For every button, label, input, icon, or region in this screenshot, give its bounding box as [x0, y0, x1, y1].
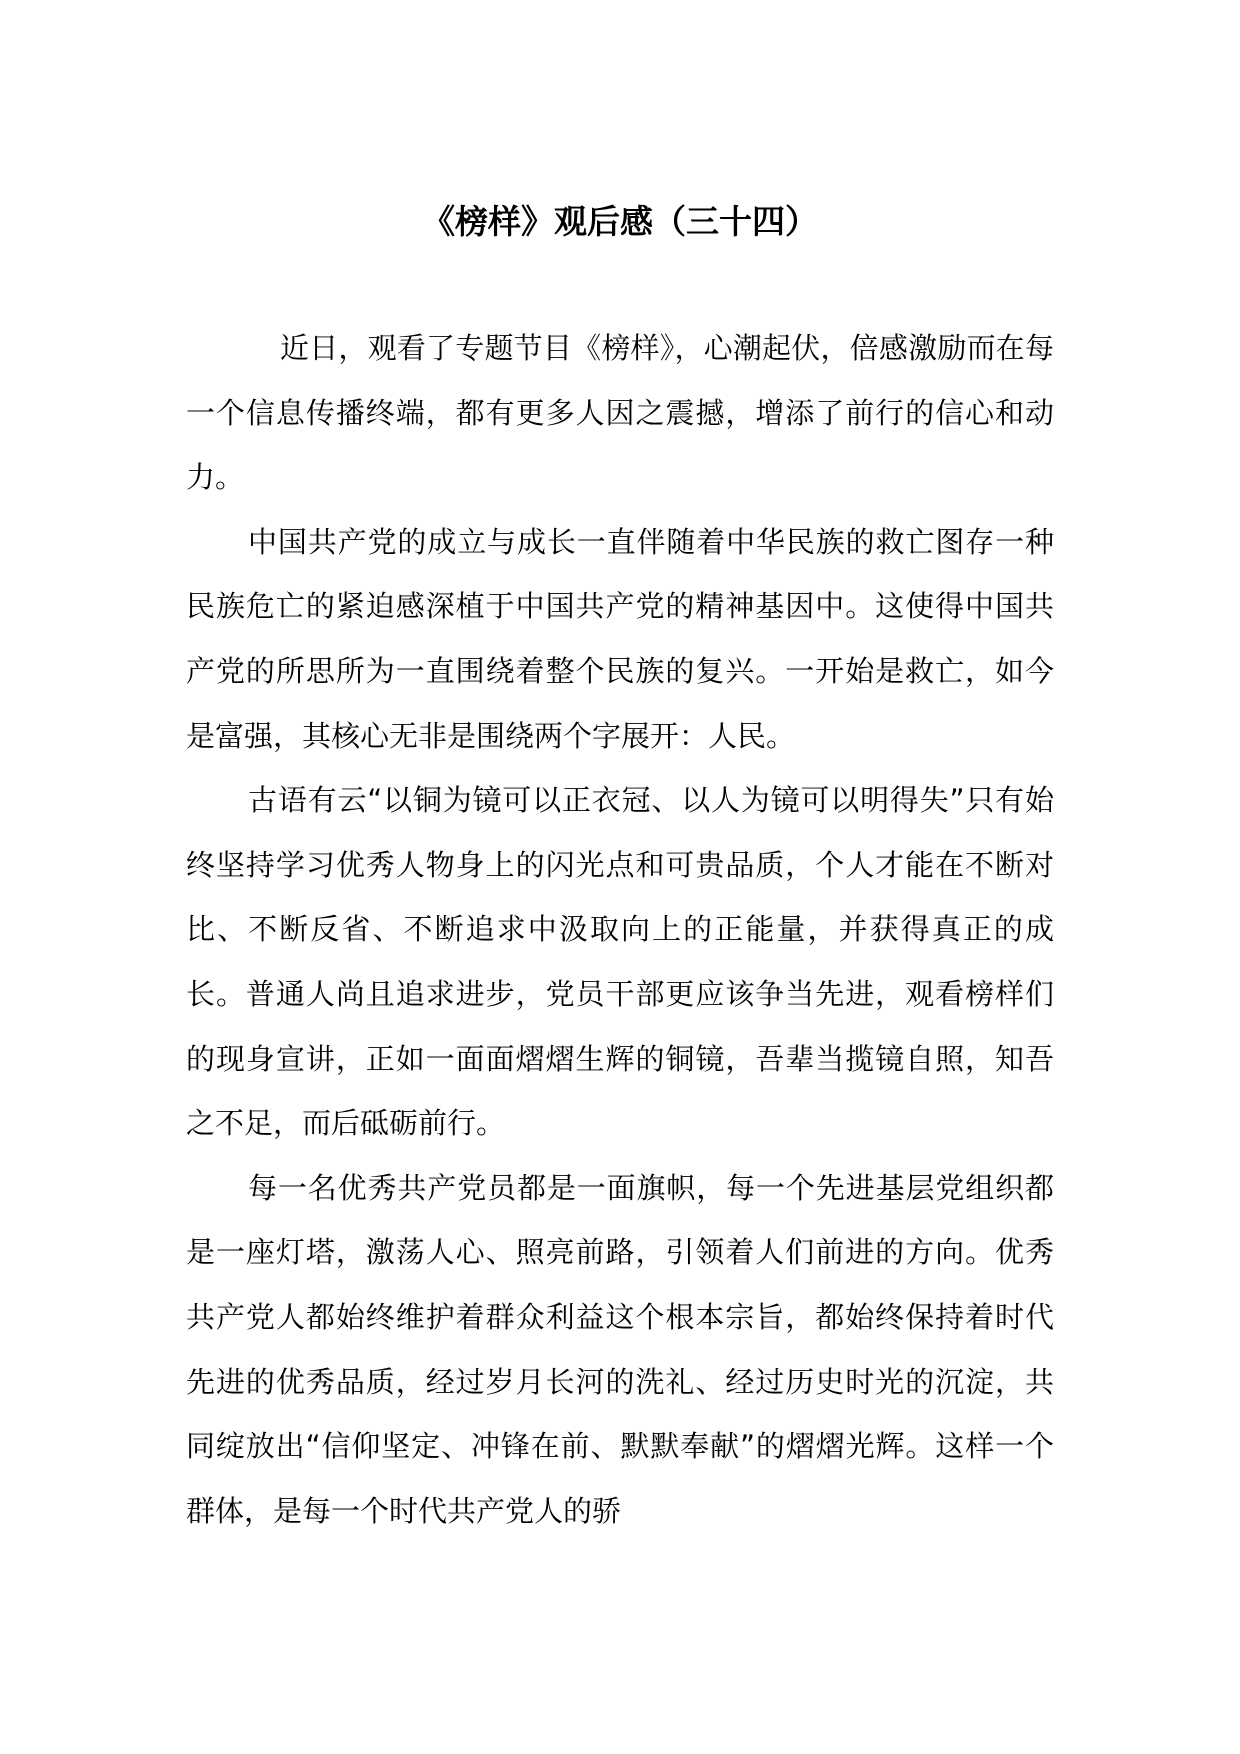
document-body	[186, 316, 1054, 1543]
paragraph-1: 近日，观看了专题节目《榜样》，心潮起伏，倍感激励而在每一个信息传播终端，都有更多人因之震撼，增添了前行的信心和动力。	[186, 331, 1054, 495]
paragraph-4: 每一名优秀共产党员都是一面旗帜，每一个先进基层党组织都是一座灯塔，激荡人心、照亮前路，引领着人们前进的方向。优秀共产党人都始终维护着群众利益这个根本宗旨，都始终保持着时代先进的优秀品质，经过岁月长河的洗礼、经过历史时光的沉淀，共同绽放出“信仰坚定、冲锋在前、默默奉献”的熠熠光辉。这样一个群体，是每一个时代共产党人的骄	[186, 1170, 1054, 1528]
paragraph-3: 古语有云“以铜为镜可以正衣冠、以人为镜可以明得失”只有始终坚持学习优秀人物身上的闪光点和可贵品质，个人才能在不断对比、不断反省、不断追求中汲取向上的正能量，并获得真正的成长。普通人尚且追求进步，党员干部更应该争当先进，观看榜样们的现身宣讲，正如一面面熠熠生辉的铜镜，吾辈当揽镜自照，知吾之不足，而后砥砺前行。	[186, 783, 1054, 1141]
document-title: 《榜样》观后感（三十四）	[422, 202, 818, 241]
paragraph-2: 中国共产党的成立与成长一直伴随着中华民族的救亡图存一种民族危亡的紧迫感深植于中国共产党的精神基因中。这使得中国共产党的所思所为一直围绕着整个民族的复兴。一开始是救亡，如今是富强，其核心无非是围绕两个字展开：人民。	[186, 524, 1054, 753]
